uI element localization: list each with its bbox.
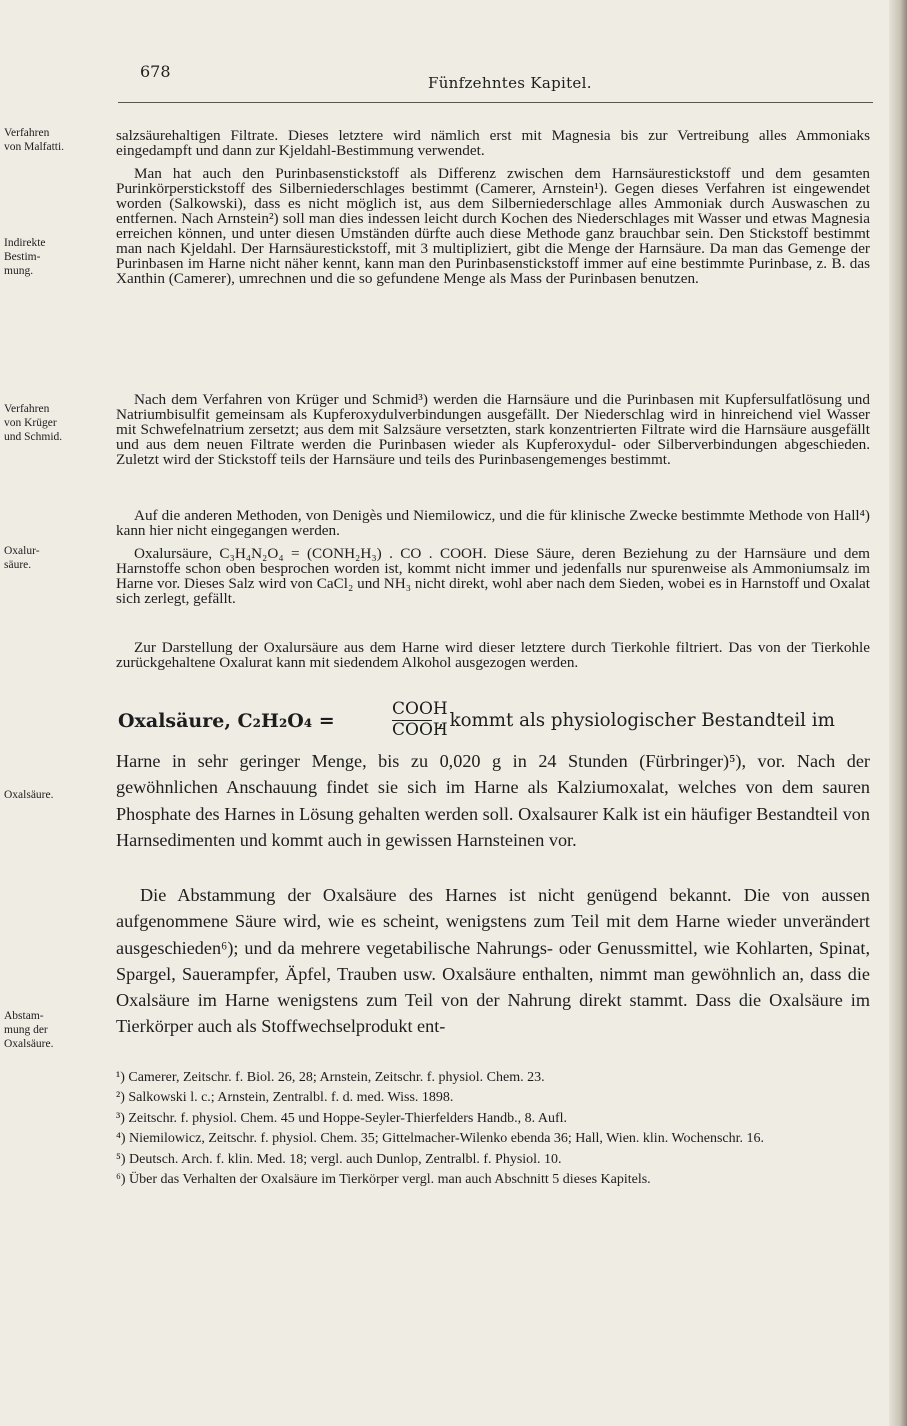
paragraph-krueger-schmid xyxy=(116,392,870,467)
paragraph-oxalsaeure-vorkommen xyxy=(116,748,870,853)
formula-fraction xyxy=(392,699,448,740)
formula-continuation: , kommt als physiologischer Bestandteil im xyxy=(438,710,835,731)
footnote-1: ¹) Camerer, Zeitschr. f. Biol. 26, 28; Arnstein, Zeitschr. f. physiol. Chem. 23. xyxy=(116,1070,545,1085)
margin-note-abstammung: Abstam-mung der Oxalsäure. xyxy=(4,1010,54,1050)
paragraph-abstammung xyxy=(116,882,870,1040)
paragraph-indirect-method xyxy=(116,166,870,286)
footnote-4: ⁴) Niemilowicz, Zeitschr. f. physiol. Chem. 35; Gittelmacher-Wilenko ebenda 36; Hall, Wien. klin. Wochenschr. 16. xyxy=(116,1131,765,1147)
page-edge xyxy=(889,0,907,1426)
paragraph-oxalursaeure xyxy=(116,546,870,606)
margin-note-oxalsaeure: Oxalsäure. xyxy=(4,789,54,801)
footnote-5: ⁵) Deutsch. Arch. f. klin. Med. 18; vergl. auch Dunlop, Zentralbl. f. Physiol. 10. xyxy=(116,1151,562,1167)
footnote-6: ⁶) Über das Verhalten der Oxalsäure im Tierkörper vergl. man auch Abschnitt 5 dieses Kapitels. xyxy=(116,1172,651,1188)
paragraph-text: Nach dem Verfahren von Krüger und Schmid³) werden die Harnsäure und die Purinbasen mit Kupfersulfatlösung und Natriumbisulfit gemeinsam als Kupferoxydulverbindungen ausgefällt. Der Niederschlag wird in hinreichend viel Wasser mit Schwefelnatrium zersetzt; aus dem mit Salzsäure versetzten, stark konzentrierten Filtrate wird die Harnsäure ausgefällt und aus dem neuen Filtrate werden die Purinbasen wieder als Kupferoxydul- oder Silberverbindungen abgeschieden. Zuletzt wird der Stickstoff teils der Harnsäure und teils des Purinbasengemenges bestimmt. xyxy=(116,391,870,468)
page-number: 678 xyxy=(140,62,171,81)
header-rule xyxy=(118,102,873,103)
paragraph-text: Die Abstammung der Oxalsäure des Harnes ist nicht genügend bekannt. Die von aussen aufgenommene Säure wird, wie es scheint, wenigstens zum Teil mit dem Harne wieder unverändert ausgeschieden⁶); und da mehrere vegetabilische Nahrungs- oder Genussmittel, wie Kohlarten, Spinat, Spargel, Sauerampfer, Äpfel, Trauben usw. Oxalsäure enthalten, nimmt man gewöhnlich an, dass die Oxalsäure im Harne wenigstens zum Teil von der Nahrung direkt stammt. Dass die Oxalsäure im Tierkörper auch als Stoffwechselprodukt ent- xyxy=(116,885,870,1037)
paragraph-other-methods xyxy=(116,508,870,538)
running-header: Fünfzehntes Kapitel. xyxy=(428,74,592,92)
paragraph-malfatti xyxy=(116,128,870,158)
margin-note-krueger: Verfahren von Krüger und Schmid. xyxy=(4,403,63,443)
formula-numerator: COOH xyxy=(392,699,448,719)
paragraph-text: Oxalursäure, C₃H₄N₂O₄ = (CONH₂H₃) . CO . COOH. Diese Säure, deren Beziehung zu der Harnsäure und dem Harnstoffe schon oben besprochen worden ist, kommt nicht immer und jedenfalls nur spurenweise als Ammoniumsalz im Harne vor. Dieses Salz wird von CaCl₂ und NH₃ nicht direkt, wohl aber nach dem Sieden, wobei es in Harnstoff und Oxalat sich zerlegt, gefällt. xyxy=(116,545,870,607)
footnote-2: ²) Salkowski l. c.; Arnstein, Zentralbl. f. d. med. Wiss. 1898. xyxy=(116,1090,454,1106)
paragraph-text: salzsäurehaltigen Filtrate. Dieses letztere wird nämlich erst mit Magnesia bis zur Vertreibung alles Ammoniaks eingedampft und dann zur Kjeldahl-Bestimmung verwendet. xyxy=(116,127,870,159)
margin-note-malfatti: Verfahren von Malfatti. xyxy=(4,127,65,153)
footnotes xyxy=(116,1068,876,1190)
paragraph-text: Man hat auch den Purinbasenstickstoff als Differenz zwischen dem Harnsäurestickstoff und dem gesamten Purinkörperstickstoff des Silberniederschlages bestimmt (Camerer, Arnstein¹). Gegen dieses Verfahren ist eingewendet worden (Salkowski), dass es nicht möglich ist, aus dem Silberniederschlage alles Ammoniak durch Auswaschen zu entfernen. Nach Arnstein²) soll man dies indessen leicht durch Kochen des Niederschlages mit Wasser und etwas Magnesia erreichen können, und unter diesen Umständen dürfte auch diese Methode ganz brauchbar sein. Den Stickstoff bestimmt man nach Kjeldahl. Der Harnsäurestickstoff, mit 3 multipliziert, gibt die Menge der Harnsäure. Da man das Gemenge der Purinbasen im Harne nicht näher kennt, kann man den Purinbasenstickstoff immer auf eine bestimmte Purinbase, z. B. das Xanthin (Camerer), umrechnen und die so gefundene Menge als Mass der Purinbasen benutzen. xyxy=(116,165,870,287)
paragraph-oxalursaeure-darstellung xyxy=(116,640,870,670)
footnote-3: ³) Zeitschr. f. physiol. Chem. 45 und Hoppe-Seyler-Thierfelders Handb., 8. Aufl. xyxy=(116,1110,568,1126)
margin-note-oxalursaeure: Oxalur-säure. xyxy=(4,545,40,571)
margin-note-indirect: Indirekte Bestim-mung. xyxy=(4,237,46,277)
paragraph-text: Harne in sehr geringer Menge, bis zu 0,020 g in 24 Stunden (Fürbringer)⁵), vor. Nach der gewöhnlichen Anschauung findet sie sich im Harne als Kalziumoxalat, welches von dem sauren Phosphate des Harnes in Lösung gehalten werden soll. Oxalsaurer Kalk ist ein häufiger Bestandteil von Harnsedimenten und kommt auch in gewissen Harnsteinen vor. xyxy=(116,751,870,850)
paragraph-text: Zur Darstellung der Oxalursäure aus dem Harne wird dieser letztere durch Tierkohle filtriert. Das von der Tierkohle zurückgehaltene Oxalurat kann mit siedendem Alkohol ausgezogen werden. xyxy=(116,639,870,671)
oxalsaeure-formula xyxy=(118,700,878,744)
paragraph-text: Auf die anderen Methoden, von Denigès und Niemilowicz, und die für klinische Zwecke bestimmte Methode von Hall⁴) kann hier nicht eingegangen werden. xyxy=(116,507,870,539)
formula-name: Oxalsäure, C₂H₂O₄ = xyxy=(118,710,335,732)
formula-denominator: COOH xyxy=(392,720,448,740)
